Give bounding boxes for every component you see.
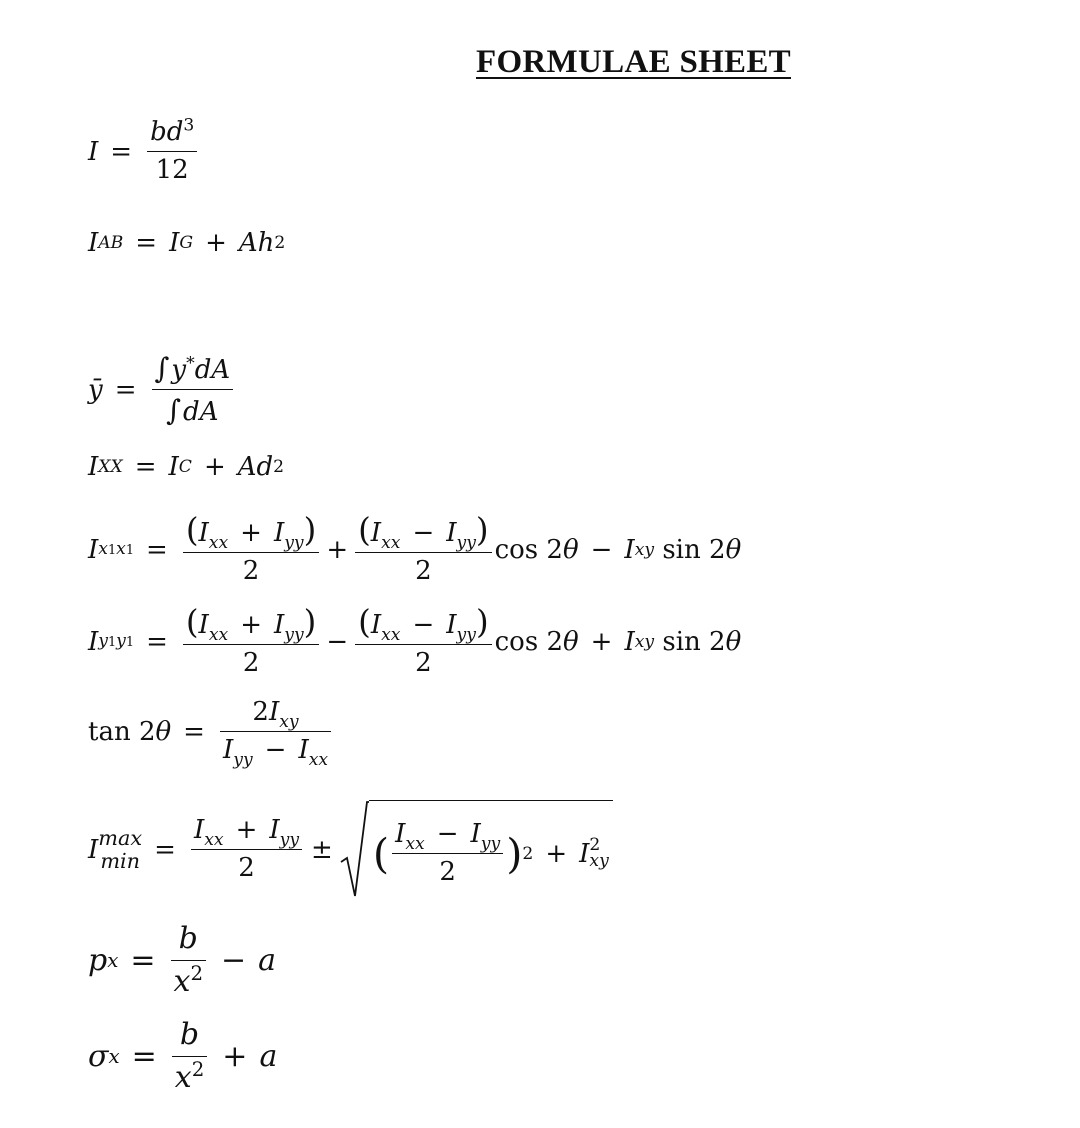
fraction: $\frac{(I_{xx} + I_{yy})}{2}$: [183, 512, 319, 587]
radical-sign-icon: [339, 800, 369, 900]
fraction: $\frac{(I_{xx} + I_{yy})}{2}$: [183, 604, 319, 679]
fraction: $\frac{(I_{xx} - I_{yy})}{2}$: [355, 512, 491, 587]
page-title: FORMULAE SHEET: [476, 44, 791, 80]
formula-lame-hoop: σ x = $\frac{b}{x^2}$ + a: [88, 1017, 278, 1095]
formula-principal-angle: tan 2 θ = $\frac{2I_{xy}}{I_{yy} - I_{xx}}$: [88, 698, 334, 766]
fraction: $\frac{I_{xx} + I_{yy}}{2}$: [191, 816, 302, 884]
fraction: $\frac{(I_{xx} - I_{yy})}{2}$: [355, 604, 491, 679]
formula-parallel-axis-centroid: I XX = I C + A d 2: [88, 452, 285, 482]
formula-rectangle-inertia: [88, 115, 200, 186]
equals-sign: =: [110, 136, 133, 167]
formula-parallel-axis: I AB = I G + A h 2: [88, 228, 286, 258]
fraction: $\frac{\int y^*dA}{\int dA}$: [152, 352, 234, 428]
max-min-subscript: max min: [98, 826, 143, 873]
formula-lame-radial: p x = $\frac{b}{x^2}$ − a: [88, 921, 277, 999]
formula-rotated-iyy: I y1y1 = $\frac{(I_{xx} + I_{yy})}{2}$ − $\frac{(I_{xx} - I_{yy})}{2}$ cos 2 θ + I xy sin 2 θ: [88, 603, 742, 679]
formula-rotated-ixx: I x1x1 = $\frac{(I_{xx} + I_{yy})}{2}$ + $\frac{(I_{xx} - I_{yy})}{2}$ cos 2 θ − I xy sin 2 θ: [88, 511, 742, 587]
fraction: $\frac{b}{x^2}$: [172, 1018, 208, 1095]
fraction: $\frac{bd^3}{12}$: [147, 118, 197, 186]
fraction: $\frac{2I_{xy}}{I_{yy} - I_{xx}}$: [220, 698, 331, 766]
formula-principal-moments: I max min = $\frac{I_{xx} + I_{yy}}{2}$ ± ( $\frac{I_{xx} - I_{yy}}{2}$ ) 2 + I 2 xy: [88, 800, 613, 900]
square-root: ( $\frac{I_{xx} - I_{yy}}{2}$ ) 2 + I 2 xy: [339, 800, 613, 900]
fraction: $\frac{b}{x^2}$: [171, 922, 207, 999]
formula-centroid: ȳ = $\frac{\int y^*dA}{\int dA}$: [88, 352, 236, 428]
fraction: $\frac{I_{xx} - I_{yy}}{2}$: [392, 820, 503, 888]
symbol-I: I: [88, 136, 99, 167]
